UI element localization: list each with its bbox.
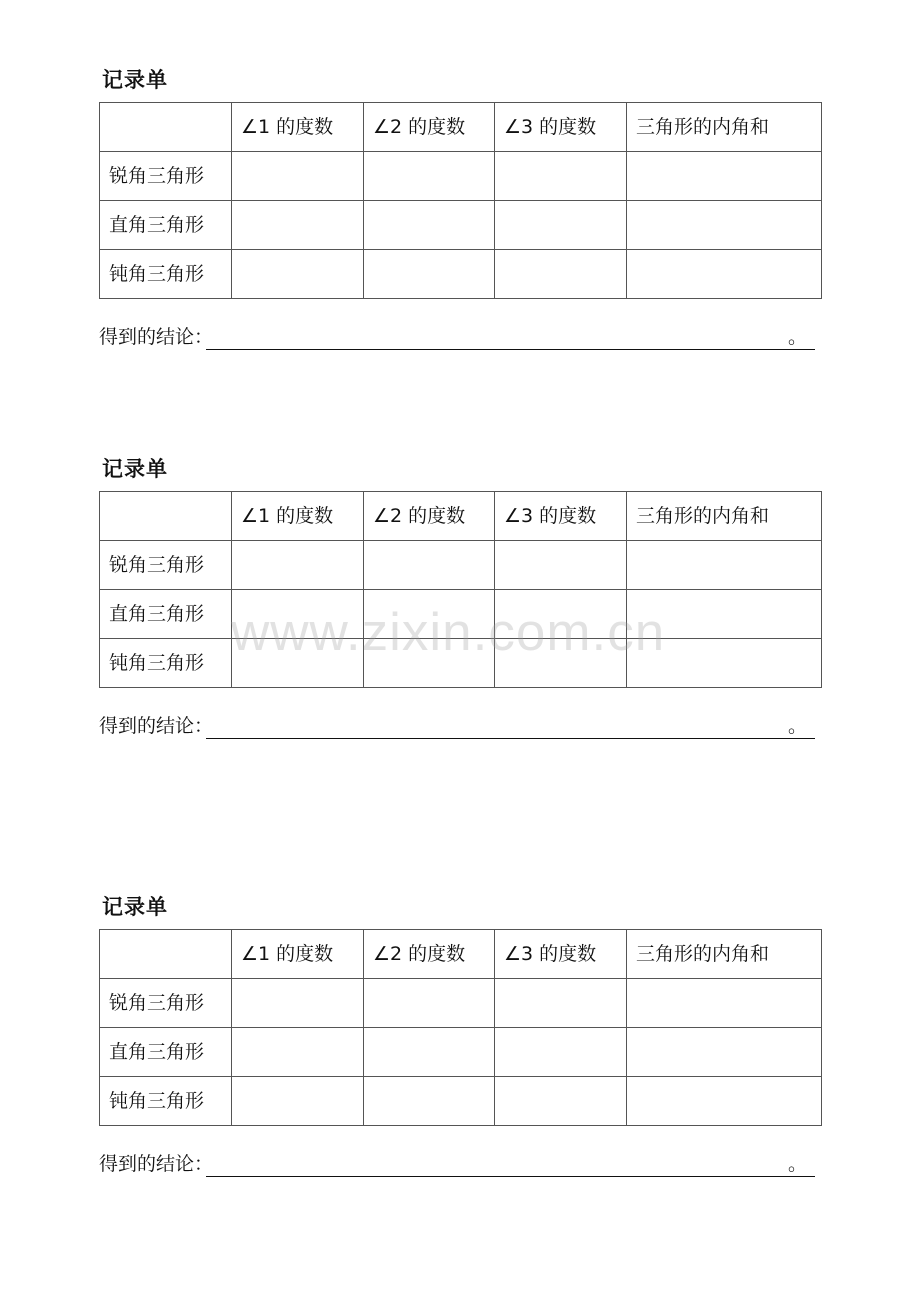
- header-cell-empty: [100, 492, 232, 541]
- header-cell-angle-sum: 三角形的内角和: [627, 930, 822, 979]
- entry-cell[interactable]: [495, 201, 627, 250]
- table-header-row: [100, 492, 822, 541]
- conclusion-blank[interactable]: [206, 738, 815, 739]
- header-cell-angle-1: ∠1 的度数: [232, 930, 364, 979]
- entry-cell[interactable]: [232, 979, 364, 1028]
- table-row: [100, 639, 822, 688]
- conclusion-period: 。: [787, 715, 807, 737]
- conclusion-blank[interactable]: [206, 349, 815, 350]
- entry-cell[interactable]: [232, 1077, 364, 1126]
- entry-cell[interactable]: [495, 979, 627, 1028]
- header-cell-angle-2: ∠2 的度数: [364, 103, 495, 152]
- conclusion-line: [99, 323, 815, 351]
- conclusion-label: 得到的结论：: [99, 715, 214, 737]
- table-row: [100, 590, 822, 639]
- entry-cell[interactable]: [495, 1028, 627, 1077]
- table-row: [100, 541, 822, 590]
- record-table: [99, 102, 822, 299]
- entry-cell[interactable]: [364, 1028, 495, 1077]
- row-label-obtuse: 钝角三角形: [100, 250, 232, 299]
- row-label-right: 直角三角形: [100, 590, 232, 639]
- conclusion-label: 得到的结论：: [99, 326, 214, 348]
- entry-cell[interactable]: [232, 201, 364, 250]
- entry-cell[interactable]: [627, 590, 822, 639]
- entry-cell[interactable]: [495, 152, 627, 201]
- row-label-obtuse: 钝角三角形: [100, 639, 232, 688]
- record-table: [99, 491, 822, 688]
- table-row: [100, 979, 822, 1028]
- header-cell-angle-1: ∠1 的度数: [232, 492, 364, 541]
- entry-cell[interactable]: [232, 541, 364, 590]
- row-label-acute: 锐角三角形: [100, 541, 232, 590]
- conclusion-blank[interactable]: [206, 1176, 815, 1177]
- entry-cell[interactable]: [232, 250, 364, 299]
- row-label-obtuse: 钝角三角形: [100, 1077, 232, 1126]
- table-row: [100, 201, 822, 250]
- entry-cell[interactable]: [364, 250, 495, 299]
- header-cell-angle-2: ∠2 的度数: [364, 492, 495, 541]
- header-cell-angle-1: ∠1 的度数: [232, 103, 364, 152]
- conclusion-line: [99, 1150, 815, 1178]
- entry-cell[interactable]: [495, 1077, 627, 1126]
- entry-cell[interactable]: [364, 639, 495, 688]
- watermark-text: www.zixin.com.cn: [231, 603, 666, 662]
- entry-cell[interactable]: [232, 639, 364, 688]
- table-row: [100, 250, 822, 299]
- entry-cell[interactable]: [364, 541, 495, 590]
- entry-cell[interactable]: [495, 250, 627, 299]
- header-cell-angle-sum: 三角形的内角和: [627, 492, 822, 541]
- conclusion-line: [99, 712, 815, 740]
- table-header-row: [100, 930, 822, 979]
- header-cell-empty: [100, 930, 232, 979]
- row-label-acute: 锐角三角形: [100, 152, 232, 201]
- sheet-title: 记录单: [102, 457, 168, 481]
- conclusion-period: 。: [787, 1153, 807, 1175]
- entry-cell[interactable]: [364, 1077, 495, 1126]
- conclusion-period: 。: [787, 326, 807, 348]
- entry-cell[interactable]: [627, 152, 822, 201]
- row-label-acute: 锐角三角形: [100, 979, 232, 1028]
- entry-cell[interactable]: [627, 250, 822, 299]
- row-label-right: 直角三角形: [100, 201, 232, 250]
- entry-cell[interactable]: [495, 541, 627, 590]
- entry-cell[interactable]: [232, 590, 364, 639]
- entry-cell[interactable]: [627, 541, 822, 590]
- conclusion-label: 得到的结论：: [99, 1153, 214, 1175]
- table-row: [100, 152, 822, 201]
- sheet-title: 记录单: [102, 68, 168, 92]
- entry-cell[interactable]: [627, 1028, 822, 1077]
- header-cell-empty: [100, 103, 232, 152]
- entry-cell[interactable]: [232, 152, 364, 201]
- header-cell-angle-3: ∠3 的度数: [495, 103, 627, 152]
- entry-cell[interactable]: [627, 201, 822, 250]
- entry-cell[interactable]: [627, 979, 822, 1028]
- table-row: [100, 1077, 822, 1126]
- table-row: [100, 1028, 822, 1077]
- entry-cell[interactable]: [364, 201, 495, 250]
- entry-cell[interactable]: [364, 590, 495, 639]
- row-label-right: 直角三角形: [100, 1028, 232, 1077]
- entry-cell[interactable]: [232, 1028, 364, 1077]
- entry-cell[interactable]: [495, 639, 627, 688]
- header-cell-angle-3: ∠3 的度数: [495, 492, 627, 541]
- entry-cell[interactable]: [364, 152, 495, 201]
- entry-cell[interactable]: [627, 1077, 822, 1126]
- header-cell-angle-sum: 三角形的内角和: [627, 103, 822, 152]
- header-cell-angle-2: ∠2 的度数: [364, 930, 495, 979]
- record-table: [99, 929, 822, 1126]
- entry-cell[interactable]: [364, 979, 495, 1028]
- sheet-title: 记录单: [102, 895, 168, 919]
- entry-cell[interactable]: [495, 590, 627, 639]
- header-cell-angle-3: ∠3 的度数: [495, 930, 627, 979]
- entry-cell[interactable]: [627, 639, 822, 688]
- table-header-row: [100, 103, 822, 152]
